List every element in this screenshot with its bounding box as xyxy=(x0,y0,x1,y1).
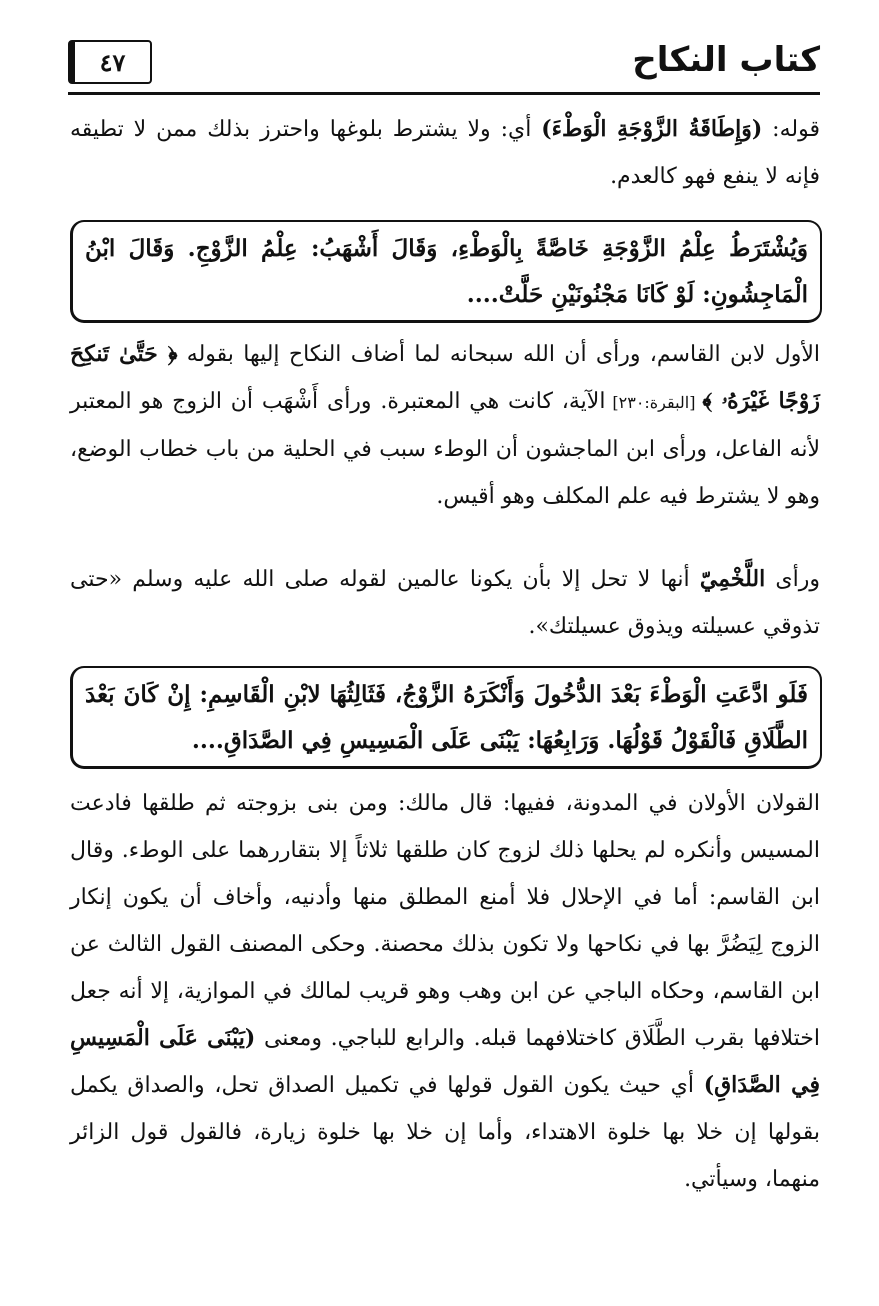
paragraph-text: أي: ولا يشترط بلوغها واحترز بذلك ممن لا تطيقه فإنه لا ينفع فهو كالعدم. xyxy=(70,117,820,189)
paragraph-text: القولان الأولان في المدونة، ففيها: قال مالك: ومن بنى بزوجته ثم طلقها فادعت المسيس وأنكره لم يحلها ذلك لزوج كان طلقها ثلاثاً إلا بتقاررهما على الوطء. وقال ابن القاسم: أما في الإحلال فلا أمنع المطلق منها وأدنيه، وأخاف أن يكون إنكار الزوج لِيَضُرَّ بها في نكاحها ولا تكون بذلك محصنة. وحكى المصنف القول الثالث عن ابن القاسم، وحكاه الباجي عن ابن وهب وهو قريب لمالك في الموازية، إلا أنه جعل اختلافها بقرب الطَّلَاق كاختلافهما قبله. والرابع للباجي. ومعنى xyxy=(70,791,820,1051)
matn-box-1: وَيُشْتَرَطُ عِلْمُ الزَّوْجَةِ خَاصَّةً بِالْوَطْءِ، وَقَالَ أَشْهَبُ: عِلْمُ الزَّوْجِ. وَقَالَ ابْنُ الْمَاجِشُونِ: لَوْ كَانَا مَجْنُونَيْنِ حَلَّتْ.... xyxy=(70,220,822,323)
scholar-name: اللَّخْمِيّ xyxy=(699,566,766,592)
paragraph-text: أنها لا تحل إلا بأن يكونا عالمين لقوله صلى الله عليه وسلم «حتى تذوقي عسيلته ويذوق عسيلتك». xyxy=(70,567,820,639)
commentary-paragraph-3 xyxy=(70,556,820,650)
commentary-paragraph-4 xyxy=(70,780,820,1203)
header-rule xyxy=(68,92,820,95)
verse-reference: [البقرة:٢٣٠] xyxy=(605,393,703,412)
commentary-paragraph-1 xyxy=(70,106,820,200)
book-title: كتاب النكاح xyxy=(632,40,820,80)
paragraph-text: الآية، كانت هي المعتبرة. ورأى أَشْهَب أن الزوج هو المعتبر لأنه الفاعل، ورأى ابن الماجشون أن الوطء سبب في الحلية من باب خطاب الوضع، وهو لا يشترط فيه علم المكلف وهو أقيس. xyxy=(70,389,820,509)
lead-text: قوله: xyxy=(762,117,820,142)
paragraph-text: ورأى xyxy=(765,567,820,592)
paragraph-text: أي حيث يكون القول قولها في تكميل الصداق تحل، والصداق يكمل بقولها إن خلا بها خلوة الاهتداء، وأما إن خلا بها خلوة زيارة، فالقول قول الزائر منهما، وسيأتي. xyxy=(70,1073,820,1192)
paragraph-text: الأول لابن القاسم، ورأى أن الله سبحانه لما أضاف النكاح إليها بقوله xyxy=(177,342,820,367)
matn-box-2: فَلَو ادَّعَتِ الْوَطْءَ بَعْدَ الدُّخُولَ وَأَنْكَرَهُ الزَّوْجُ، فَثَالِثُهَا لابْنِ الْقَاسِمِ: إِنْ كَانَ بَعْدَ الطَّلَاقِ فَالْقَوْلُ قَوْلُهَا. وَرَابِعُهَا: يَبْنَى عَلَى الْمَسِيسِ فِي الصَّدَاقِ.... xyxy=(70,666,822,769)
quran-verse: ﴿ حَتَّىٰ تَنكِحَ زَوْجًا غَيْرَهُۥ ﴾ xyxy=(70,341,821,414)
page-number: ٤٧ xyxy=(68,40,152,84)
quoted-matn: (يَبْنَى عَلَى الْمَسِيسِ فِي الصَّدَاقِ) xyxy=(70,1025,821,1098)
quoted-matn: (وَإِطَاقَةُ الزَّوْجَةِ الْوَطْءَ) xyxy=(541,116,763,142)
page-header xyxy=(68,38,820,96)
commentary-paragraph-2 xyxy=(70,331,820,520)
